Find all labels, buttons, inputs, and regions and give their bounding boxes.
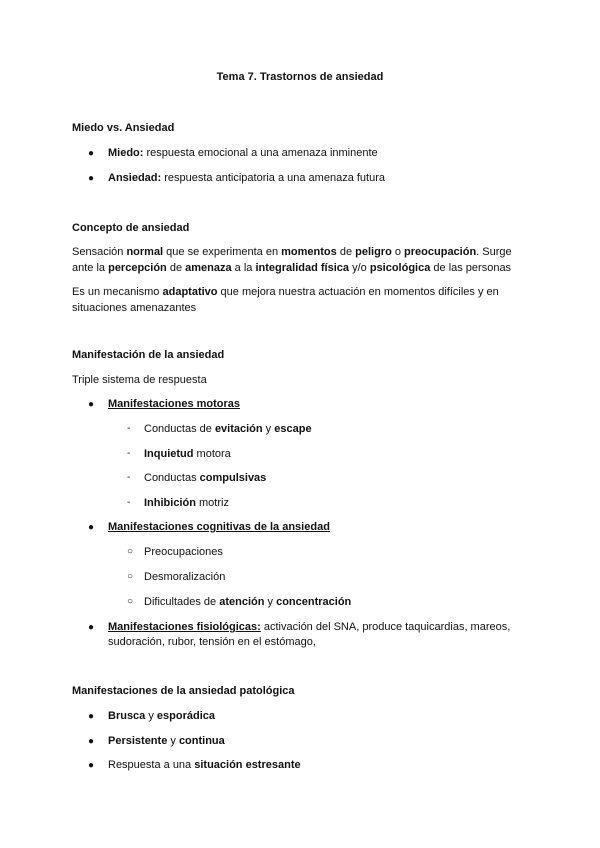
list-item-dificultades: Dificultades de atención y concentración	[144, 596, 352, 608]
document-title: Tema 7. Trastornos de ansiedad	[216, 71, 384, 83]
list-item-evitacion: Conductas de evitación y escape	[144, 423, 312, 435]
section-heading-patologica: Manifestaciones de la ansiedad patológica	[72, 685, 295, 697]
section-heading-miedo-ansiedad: Miedo vs. Ansiedad	[72, 122, 175, 134]
list-item-persistente: Persistente y continua	[108, 735, 225, 747]
list-item-ansiedad: Ansiedad: respuesta anticipatoria a una amenaza futura	[108, 172, 385, 184]
list-item-preocupaciones: Preocupaciones	[144, 546, 223, 558]
circle-bullet-icon: ○	[127, 546, 134, 557]
list-item-brusca: Brusca y esporádica	[108, 710, 216, 722]
dash-icon: -	[127, 472, 131, 483]
bullet-icon: ●	[88, 173, 95, 184]
list-item-respuesta: Respuesta a una situación estresante	[108, 759, 301, 771]
paragraph-concepto-2: Es un mecanismo adaptativo que mejora nuestra actuación en momentos difíciles y en situaciones amenazantes	[72, 286, 499, 314]
list-item-inhibicion: Inhibición motriz	[144, 497, 229, 509]
section-heading-concepto: Concepto de ansiedad	[72, 222, 190, 234]
bullet-icon: ●	[88, 711, 95, 722]
list-item-fisiologicas: Manifestaciones fisiológicas: activación del SNA, produce taquicardias, mareos,	[108, 621, 511, 633]
intro-triple-sistema: Triple sistema de respuesta	[72, 374, 207, 386]
dash-icon: -	[127, 448, 131, 459]
circle-bullet-icon: ○	[127, 571, 134, 582]
section-heading-manifestacion: Manifestación de la ansiedad	[72, 349, 225, 361]
bullet-icon: ●	[88, 399, 95, 410]
list-item-motoras: Manifestaciones motoras	[108, 398, 241, 410]
bullet-icon: ●	[88, 522, 95, 533]
circle-bullet-icon: ○	[127, 596, 134, 607]
bullet-icon: ●	[88, 736, 95, 747]
bullet-icon: ●	[88, 760, 95, 771]
bullet-icon: ●	[88, 148, 95, 159]
dash-icon: -	[127, 497, 131, 508]
list-item-fisiologicas-cont: sudoración, rubor, tensión en el estómago,	[108, 636, 316, 648]
list-item-miedo: Miedo: respuesta emocional a una amenaza inminente	[108, 147, 378, 159]
list-item-cognitivas: Manifestaciones cognitivas de la ansiedad	[108, 521, 330, 533]
list-item-compulsivas: Conductas compulsivas	[144, 472, 267, 484]
paragraph-concepto-1: Sensación normal que se experimenta en momentos de peligro o preocupación. Surge ante la percepción de amenaza a la integralidad física y/o psicológica de las personas	[72, 246, 512, 274]
bullet-icon: ●	[88, 622, 95, 633]
dash-icon: -	[127, 423, 131, 434]
list-item-inquietud: Inquietud motora	[144, 448, 231, 460]
list-item-desmoralizacion: Desmoralización	[144, 571, 226, 583]
